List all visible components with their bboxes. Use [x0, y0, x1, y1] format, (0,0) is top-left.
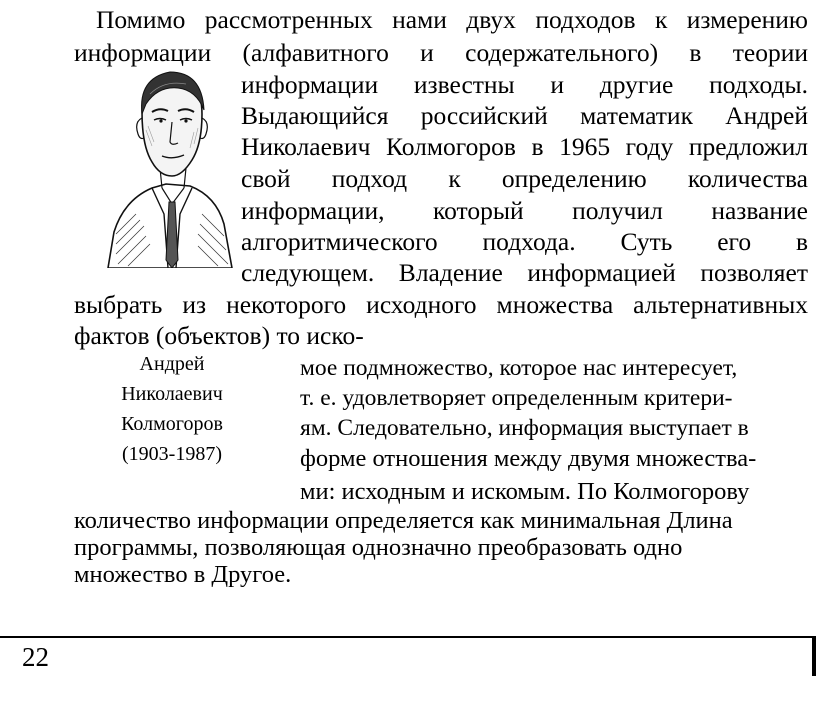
paragraph-line: т. е. удовлетворяет определенным критери-: [300, 385, 733, 411]
page-number: 22: [22, 642, 49, 672]
paragraph-line: информации известны и другие подходы.: [241, 70, 808, 99]
paragraph-line: информации, который получил название: [241, 196, 808, 225]
paragraph-line: Николаевич Колмогоров в 1965 году предложил: [241, 132, 808, 161]
paragraph-line: количество информации определяется как минимальная Длина: [74, 507, 733, 534]
paragraph-line: следующем. Владение информацией позволяет: [241, 258, 808, 287]
paragraph-line: ми: исходным и искомым. По Колмогорову: [300, 478, 750, 505]
paragraph-line: ям. Следовательно, информация выступает в: [300, 415, 749, 441]
kolmogorov-portrait: [106, 64, 234, 268]
footer-rule-end: [812, 636, 816, 676]
paragraph-line: информации (алфавитного и содержательного) в теории: [74, 38, 808, 67]
paragraph-line: программы, позволяющая однозначно преобразовать одно: [74, 534, 683, 561]
paragraph-line: множество в Другое.: [74, 561, 292, 588]
paragraph-line: выбрать из некоторого исходного множества альтернативных: [74, 290, 808, 319]
footer-rule: [0, 636, 816, 638]
paragraph-line: фактов (объектов) то иско-: [74, 321, 364, 350]
paragraph-line: Помимо рассмотренных нами двух подходов к измерению: [96, 5, 808, 34]
paragraph-line: свой подход к определению количества: [241, 164, 808, 193]
portrait-caption-line: Андрей: [139, 353, 205, 375]
portrait-caption-line: Николаевич: [121, 383, 223, 405]
portrait-caption-line: Колмогоров: [121, 413, 223, 435]
paragraph-line: мое подмножество, которое нас интересует,: [300, 355, 738, 381]
portrait-caption-line: (1903-1987): [122, 443, 222, 465]
paragraph-line: Выдающийся российский математик Андрей: [241, 101, 808, 130]
paragraph-line: форме отношения между двумя множества-: [300, 445, 757, 472]
paragraph-line: алгоритмического подхода. Суть его в: [241, 227, 808, 256]
